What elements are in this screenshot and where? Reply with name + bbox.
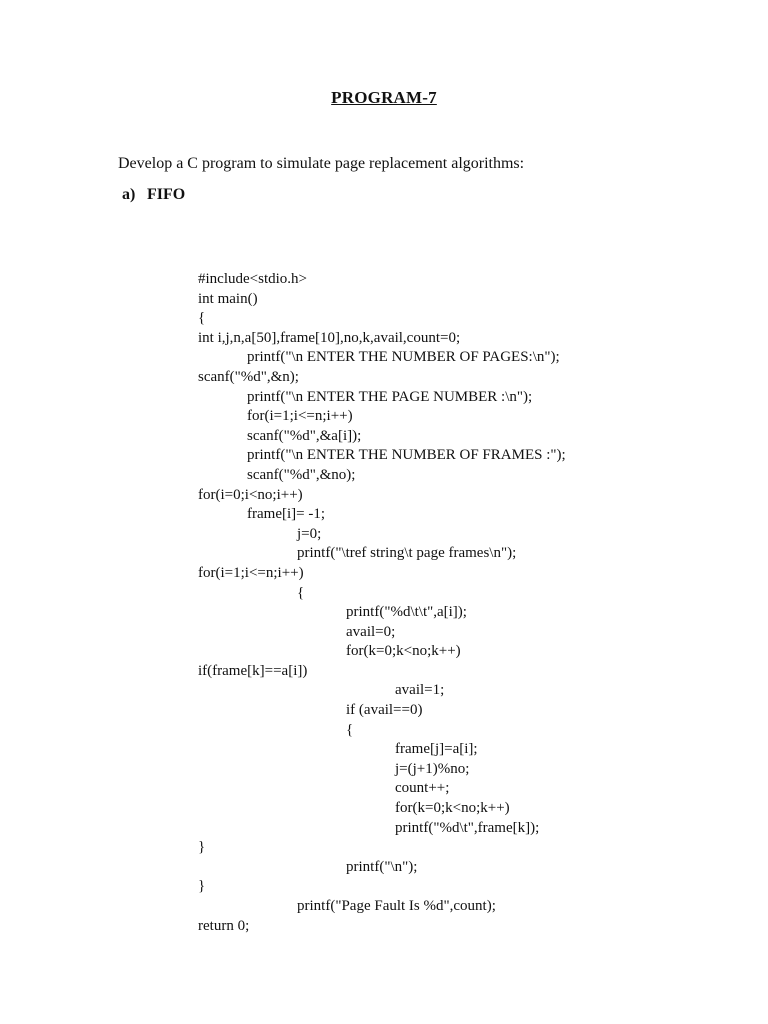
section-title: FIFO bbox=[147, 186, 186, 203]
code-line: for(k=0;k<no;k++) bbox=[346, 643, 461, 660]
code-line: { bbox=[198, 310, 206, 327]
code-line: printf("\tref string\t page frames\n"); bbox=[297, 545, 517, 562]
code-line: scanf("%d",&n); bbox=[198, 368, 299, 385]
code-line: j=(j+1)%no; bbox=[395, 760, 470, 777]
code-line: int i,j,n,a[50],frame[10],no,k,avail,count=0; bbox=[198, 329, 461, 346]
code-line: for(i=1;i<=n;i++) bbox=[247, 408, 353, 425]
code-line: printf("\n ENTER THE NUMBER OF PAGES:\n"); bbox=[247, 349, 560, 366]
code-line: scanf("%d",&no); bbox=[247, 466, 356, 483]
code-line: printf("\n ENTER THE PAGE NUMBER :\n"); bbox=[247, 388, 533, 405]
code-line: avail=0; bbox=[346, 623, 396, 640]
code-line: j=0; bbox=[297, 525, 322, 542]
code-line: printf("\n ENTER THE NUMBER OF FRAMES :"); bbox=[247, 447, 566, 464]
code-line: scanf("%d",&a[i]); bbox=[247, 427, 362, 444]
code-line: for(i=0;i<no;i++) bbox=[198, 486, 303, 503]
code-listing bbox=[198, 270, 758, 936]
code-line: printf("%d\t",frame[k]); bbox=[395, 819, 540, 836]
code-line: printf("\n"); bbox=[346, 858, 418, 875]
code-line: for(k=0;k<no;k++) bbox=[395, 800, 510, 817]
code-line: printf("%d\t\t",a[i]); bbox=[346, 604, 467, 621]
code-line: #include<stdio.h> bbox=[198, 271, 307, 287]
code-line: int main() bbox=[198, 290, 258, 307]
code-line: frame[j]=a[i]; bbox=[395, 741, 478, 758]
code-line: return 0; bbox=[198, 917, 250, 934]
code-line: } bbox=[198, 839, 206, 856]
section-heading bbox=[122, 186, 185, 204]
code-line: for(i=1;i<=n;i++) bbox=[198, 564, 304, 581]
code-line: { bbox=[297, 584, 305, 601]
code-line: avail=1; bbox=[395, 682, 445, 699]
code-line: { bbox=[346, 721, 354, 738]
intro-text: Develop a C program to simulate page replacement algorithms: bbox=[118, 155, 525, 172]
code-line: count++; bbox=[395, 780, 450, 797]
section-marker: a) bbox=[122, 186, 136, 203]
code-line: frame[i]= -1; bbox=[247, 506, 326, 523]
code-line: printf("Page Fault Is %d",count); bbox=[297, 898, 496, 914]
code-line: } bbox=[198, 878, 206, 895]
code-line: if (avail==0) bbox=[346, 702, 423, 719]
code-line: if(frame[k]==a[i]) bbox=[198, 662, 308, 679]
page-title: PROGRAM-7 bbox=[331, 88, 437, 107]
